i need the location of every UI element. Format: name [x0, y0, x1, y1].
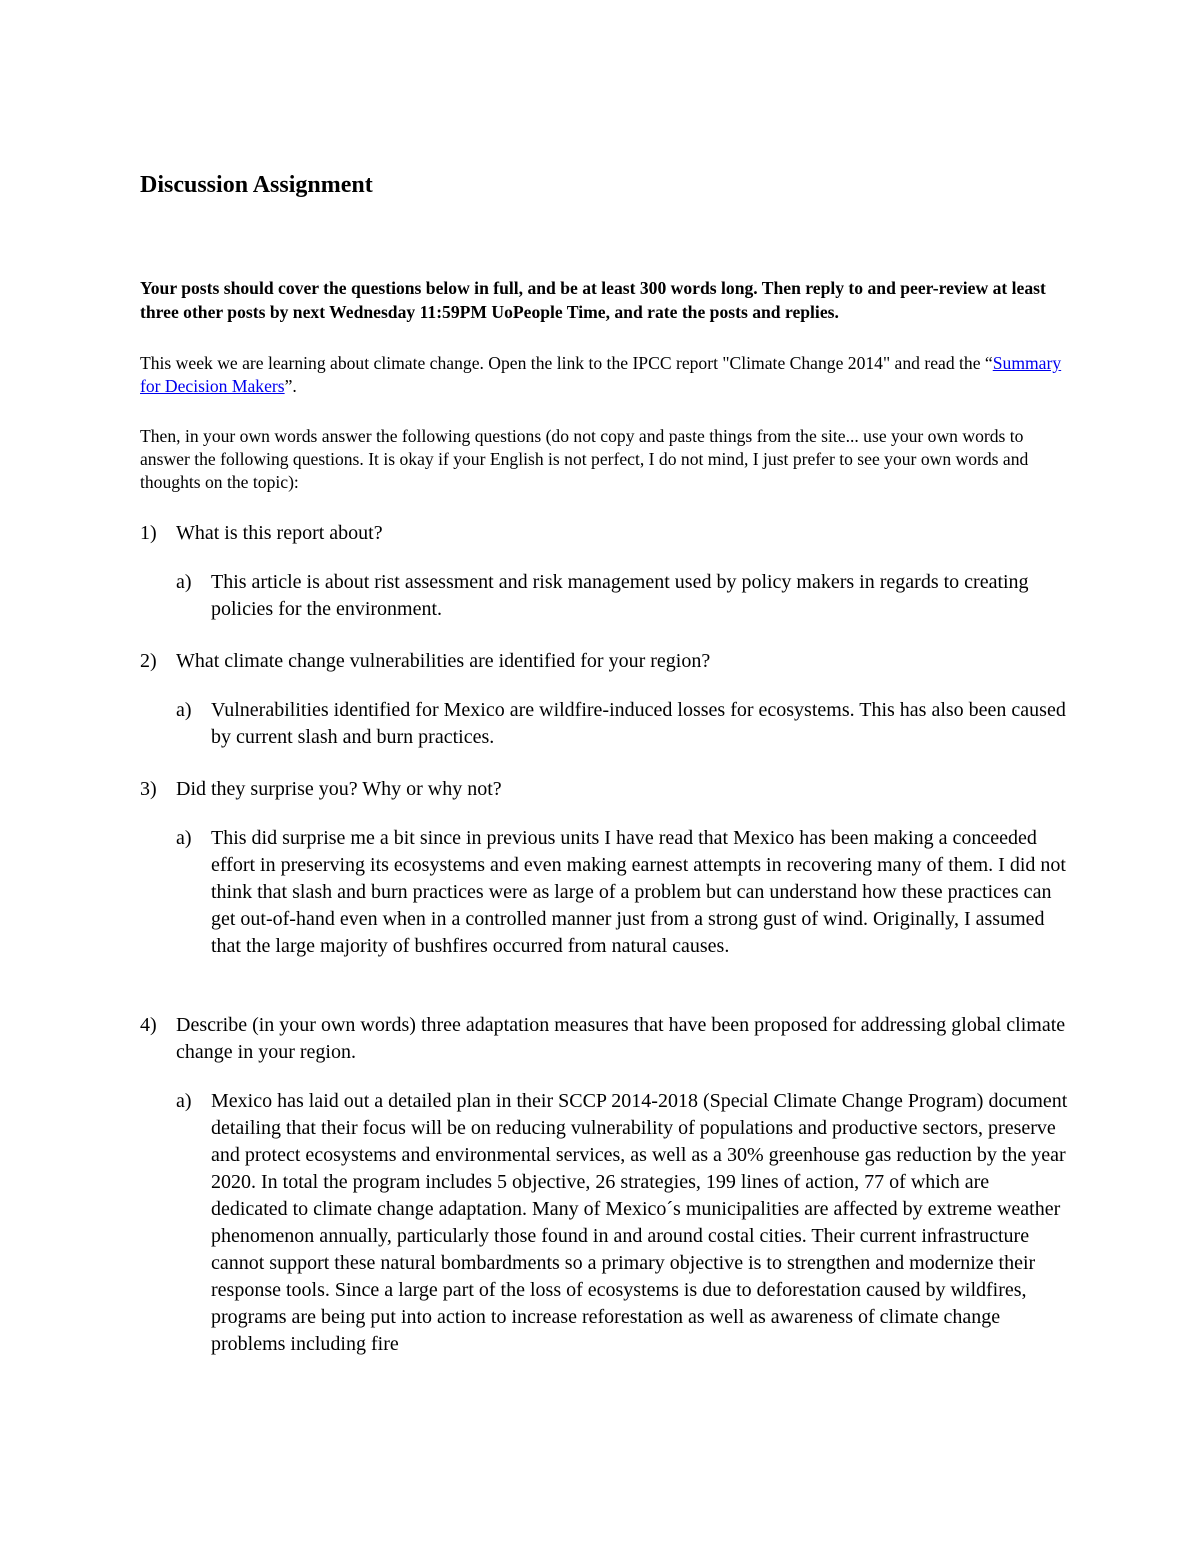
answer-text: This article is about rist assessment and risk management used by policy makers in regards to creating policies for the environment.	[211, 571, 1029, 620]
assignment-instructions: Your posts should cover the questions below in full, and be at least 300 words long. Then reply to and peer-review at least three other posts by next Wednesday 11:59PM UoPeople Time, and rate the posts and replies.	[140, 278, 1046, 322]
question-block-3	[140, 776, 1070, 960]
question-1	[140, 520, 1070, 547]
question-number: 4)	[140, 1014, 157, 1036]
question-4	[140, 1012, 1070, 1066]
question-3	[140, 776, 1070, 803]
question-text: Did they surprise you? Why or why not?	[176, 778, 502, 800]
intro-suffix: ”.	[284, 376, 297, 396]
answer-number: a)	[176, 827, 192, 849]
answer-text: Vulnerabilities identified for Mexico are wildfire-induced losses for ecosystems. This has also been caused by current slash and burn practices.	[211, 699, 1066, 748]
directions-paragraph: Then, in your own words answer the following questions (do not copy and paste things from the site... use your own words to answer the following questions. It is okay if your English is not perfect, I do not mind, I just prefer to see your own words and thoughts on the topic):	[140, 426, 1029, 492]
question-number: 3)	[140, 778, 157, 800]
question-2	[140, 648, 1070, 675]
answer-3	[140, 825, 1070, 960]
answer-4	[140, 1088, 1070, 1358]
answer-1	[140, 569, 1070, 623]
summary-link[interactable]: Summary for Decision Makers	[140, 353, 1062, 396]
question-text: What climate change vulnerabilities are identified for your region?	[176, 650, 711, 672]
question-text: Describe (in your own words) three adaptation measures that have been proposed for addressing global climate change in your region.	[176, 1014, 1066, 1063]
answer-text: Mexico has laid out a detailed plan in their SCCP 2014-2018 (Special Climate Change Program) document detailing that their focus will be on reducing vulnerability of populations and productive sectors, preserve and protect ecosystems and environmental services, as well as a 30% greenhouse gas reduction by the year 2020. In total the program includes 5 objective, 26 strategies, 199 lines of action, 77 of which are dedicated to climate change adaptation. Many of Mexico´s municipalities are affected by extreme weather phenomenon annually, particularly those found in and around costal cities. Their current infrastructure cannot support these natural bombardments so a primary objective is to strengthen and modernize their response tools. Since a large part of the loss of ecosystems is due to deforestation caused by wildfires, programs are being put into action to increase reforestation as well as awareness of climate change problems including fire	[211, 1090, 1068, 1355]
answer-number: a)	[176, 571, 192, 593]
question-block-2	[140, 648, 1070, 751]
intro-paragraph	[140, 352, 1070, 398]
answer-number: a)	[176, 1090, 192, 1112]
page-title: Discussion Assignment	[140, 172, 373, 198]
answer-2	[140, 697, 1070, 751]
question-text: What is this report about?	[176, 522, 383, 544]
question-block-4	[140, 1012, 1070, 1358]
question-block-1	[140, 520, 1070, 623]
question-number: 1)	[140, 522, 157, 544]
question-number: 2)	[140, 650, 157, 672]
answer-text: This did surprise me a bit since in previous units I have read that Mexico has been making a conceeded effort in preserving its ecosystems and even making earnest attempts in recovering many of them. I did not think that slash and burn practices were as large of a problem but can understand how these practices can get out-of-hand even when in a controlled manner just from a strong gust of wind. Originally, I assumed that the large majority of bushfires occurred from natural causes.	[211, 827, 1066, 957]
answer-number: a)	[176, 699, 192, 721]
intro-prefix: This week we are learning about climate change. Open the link to the IPCC report "Climate Change 2014" and read the “	[140, 353, 993, 373]
